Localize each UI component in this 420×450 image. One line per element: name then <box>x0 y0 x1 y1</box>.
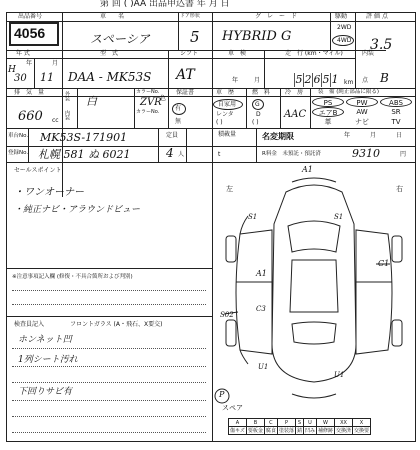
interior-value: B <box>380 71 389 85</box>
mileage-unit: km <box>344 79 354 86</box>
damage-code-legend <box>228 418 371 435</box>
shift-value: AT <box>176 67 195 83</box>
legend-meaning: 補修跡 <box>317 428 333 434</box>
notice-title: ※注意事項記入欄 (修復・不具合箇所および判別) <box>12 274 133 280</box>
expiry-label: 名変期限 <box>262 132 294 141</box>
model-code: DAA - MK53S <box>68 70 152 84</box>
legend-code: C <box>264 419 277 427</box>
legend-meaning: 塗装落 <box>278 428 294 434</box>
legend-code: W <box>316 419 334 427</box>
year-value: 30 <box>14 73 27 84</box>
chassis-label: 車台No. <box>8 133 29 139</box>
car-name-label: 車 名 <box>100 13 125 20</box>
legend-code: S <box>295 419 303 427</box>
inspection-month: 月 <box>254 77 261 84</box>
month-suffix: 月 <box>52 60 59 67</box>
color-value: 白 <box>86 95 97 108</box>
ac-value: AAC <box>284 109 307 120</box>
reg-value: 札幌 581 ぬ 6021 <box>38 148 131 161</box>
lot-number-label: 出品番号 <box>18 13 43 20</box>
displacement-label: 排 気 量 <box>14 89 45 96</box>
mark-s1-left: S1 <box>248 213 258 221</box>
equipment-item: ナビ <box>355 118 369 126</box>
legend-code: XX <box>335 419 353 427</box>
load-unit: t <box>218 151 221 158</box>
legend-code: X <box>353 419 371 427</box>
type-label: 型 式 <box>100 50 119 57</box>
reg-label: 登録No. <box>8 150 29 156</box>
legend-meaning: 要板金 <box>247 428 263 434</box>
front-glass-label: フロントガラス (A・飛石、X要交) <box>70 321 163 328</box>
legend-meaning: 傷キズ <box>230 428 245 434</box>
grade-value: HYBRID G <box>222 29 292 44</box>
drive-label: 駆動 <box>335 13 348 20</box>
expiry-day: 日 <box>396 132 403 139</box>
fuel-label: 燃 料 <box>252 89 271 96</box>
equipment-label: 装 備 (純正部品に限る) <box>318 89 380 95</box>
interior-label: 内装 <box>362 50 375 57</box>
fuel-gas: G <box>255 101 260 108</box>
mileage-label: 走 行 (km・マイル) <box>285 50 343 57</box>
mark-c1: C1 <box>378 259 390 268</box>
capacity-unit: 人 <box>178 151 185 158</box>
grade-label: グ レ ー ド <box>255 13 298 20</box>
car-name: スペーシア <box>90 32 150 46</box>
door-label: ドア形状 <box>180 13 200 19</box>
equipment-item: エアB <box>312 107 344 117</box>
warranty-no: 無 <box>175 118 182 125</box>
mark-a1-front: A1 <box>302 165 313 174</box>
inspector-note-3: 下回りサビ有 <box>18 387 73 397</box>
equipment-item: AW <box>356 108 368 116</box>
fuel-diesel: D <box>256 111 261 118</box>
recycle-label: R料金 未預託・預託済 <box>262 151 321 157</box>
load-label: 積載量 <box>218 131 237 138</box>
mark-u1-left: U1 <box>258 363 269 371</box>
warranty-label: 保証書 <box>176 89 195 96</box>
ac-label: 冷 房 <box>285 89 304 96</box>
legend-meaning: 腐食 <box>265 428 276 434</box>
door-value: 5 <box>190 28 200 46</box>
legend-code: B <box>246 419 264 427</box>
sales-point-1: ・ワンオーナー <box>14 187 84 198</box>
odometer-digit: 5 <box>295 73 303 86</box>
colorno-value: ZVR <box>140 97 162 108</box>
usage-label: 車 歴 <box>216 89 235 96</box>
odometer-digit: 2 <box>304 73 312 86</box>
expiry-month: 月 <box>370 132 377 139</box>
displacement-unit: cc <box>52 117 59 124</box>
usage-private: 自家用 <box>218 101 237 108</box>
lot-number: 4056 <box>14 25 46 41</box>
month-label: 年 <box>26 60 33 67</box>
drive-option-4wd: 4WD <box>337 37 352 44</box>
form-header-fragment: 第 回 ( )AA 出品申込書 年 月 日 <box>100 0 230 9</box>
year-label: 年 式 <box>16 50 30 57</box>
recycle-value: 9310 <box>352 147 380 160</box>
equipment-item: 革 <box>324 118 332 126</box>
mark-s02: S02 <box>220 311 234 319</box>
capacity-label: 定員 <box>166 132 179 139</box>
mark-c3: C3 <box>256 305 266 313</box>
era-mark: H <box>8 65 16 75</box>
vehicle-damage-diagram <box>214 164 414 414</box>
recycle-unit: 円 <box>400 151 407 158</box>
interior-score-prefix: 点 <box>362 77 369 84</box>
odometer-digits <box>294 68 339 87</box>
displacement-value: 660 <box>18 109 43 124</box>
odometer-digit: 5 <box>322 73 330 86</box>
spare-label: スペア <box>222 404 243 412</box>
legend-meaning: 錆 <box>296 428 302 434</box>
spare-mark: P <box>219 390 225 399</box>
legend-code: U <box>303 419 316 427</box>
legend-meaning: 交換済 <box>336 428 352 434</box>
score-value: 3.5 <box>370 37 393 53</box>
inspector-note-2: 1列シート汚れ <box>18 355 78 365</box>
trim-label: カラーNo. <box>136 109 160 115</box>
inspection-label: 車 検 <box>228 50 247 57</box>
mark-s1-right: S1 <box>334 213 344 221</box>
shift-label: シフト <box>180 50 199 57</box>
inspection-year: 年 <box>232 77 239 84</box>
left-side-label: 左 <box>226 185 233 193</box>
capacity-value: 4 <box>166 146 174 160</box>
right-side-label: 右 <box>396 185 403 193</box>
legend-meaning: 凹み <box>304 428 315 434</box>
usage-rental: レンタ <box>216 111 234 118</box>
equipment-item: TV <box>391 118 401 126</box>
legend-code: P <box>277 419 295 427</box>
odometer-digit: 6 <box>313 73 321 86</box>
score-label: 評 価 点 <box>366 13 388 20</box>
warranty-yes: 有 <box>175 105 182 112</box>
equipment-grid <box>312 97 416 128</box>
sales-point-2: ・純正ナビ・アラウンドビュー <box>14 205 141 215</box>
exterior-color-label: 外装 <box>64 91 70 101</box>
interior-color-label: 内装 <box>64 110 70 120</box>
equipment-item: ABS <box>380 97 412 107</box>
equipment-item: PW <box>346 97 378 107</box>
mark-u1-right: U1 <box>334 371 345 379</box>
legend-code: A <box>229 419 247 427</box>
equipment-item: SR <box>391 108 401 116</box>
colorno-label: カラーNo. <box>136 89 160 95</box>
inspector-note-1: ホンネット凹 <box>18 335 72 345</box>
drive-option-2wd: 2WD <box>337 24 352 31</box>
legend-meaning: 交換要 <box>354 428 370 434</box>
expiry-year: 年 <box>344 132 351 139</box>
sales-points-title: セールスポイント <box>14 167 62 174</box>
chassis-value: MK53S-171901 <box>40 131 128 144</box>
inspector-title: 検査員記入 <box>14 321 45 328</box>
color-label: 色 <box>160 95 167 102</box>
month-value: 11 <box>40 71 54 84</box>
usage-other: ( ) <box>216 119 223 126</box>
mark-a1-side: A1 <box>256 269 267 278</box>
fuel-other: ( ) <box>252 119 259 126</box>
equipment-item: PS <box>312 97 344 107</box>
odometer-digit: 1 <box>331 73 339 86</box>
